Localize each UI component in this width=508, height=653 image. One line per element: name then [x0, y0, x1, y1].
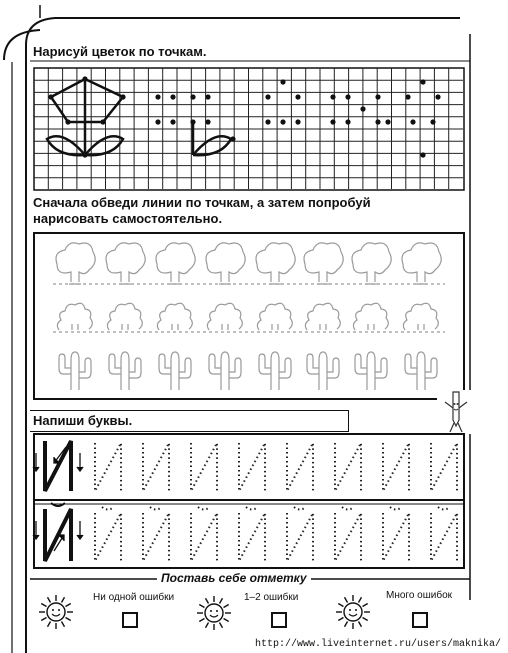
rating-title: Поставь себе отметку	[157, 571, 311, 585]
pencil-mascot-icon	[437, 390, 475, 434]
letter-short-i-row	[33, 503, 457, 561]
cactus-row	[59, 352, 437, 390]
bush-outline	[403, 303, 438, 330]
dot	[385, 119, 390, 124]
dot	[330, 119, 335, 124]
cactus-outline	[259, 352, 291, 390]
letter-i-row	[33, 439, 457, 495]
bush-outline	[207, 303, 242, 330]
letter-short-i-trace	[191, 507, 217, 561]
trace-heading: Сначала обведи линии по точкам, а затем попробуй нарисовать самостоятельно.	[33, 195, 371, 226]
sun-icon	[333, 592, 373, 632]
tree-outline	[206, 243, 245, 284]
flower-dot-grid	[33, 67, 465, 192]
rating-label-few-errors: 1–2 ошибки	[244, 592, 299, 603]
dot	[190, 119, 195, 124]
dot	[345, 119, 350, 124]
cactus-outline	[405, 352, 437, 390]
letter-i-trace	[431, 443, 457, 491]
dot	[155, 94, 160, 99]
rating-checkbox-many-errors[interactable]	[412, 612, 428, 628]
tree-outline	[402, 243, 441, 284]
dot	[100, 119, 105, 124]
tree-outline	[256, 243, 295, 284]
dot	[435, 94, 440, 99]
dot	[48, 94, 53, 99]
dot	[345, 94, 350, 99]
tree-row	[53, 243, 445, 284]
dot	[82, 152, 87, 157]
cactus-outline	[159, 352, 191, 390]
dot	[265, 119, 270, 124]
letter-short-i-trace	[143, 507, 169, 561]
letter-short-i-trace	[383, 507, 409, 561]
dot	[420, 79, 425, 84]
flower-heading: Нарисуй цветок по точкам.	[33, 44, 207, 59]
dot	[205, 119, 210, 124]
bush-outline	[57, 303, 92, 330]
dot	[295, 94, 300, 99]
letters-heading-box	[30, 410, 349, 432]
letters-heading: Напиши буквы.	[33, 413, 133, 428]
tree-outline	[106, 243, 145, 284]
dot	[120, 94, 125, 99]
tree-outline	[352, 243, 391, 284]
cactus-outline	[109, 352, 141, 390]
dot	[155, 119, 160, 124]
dot	[430, 119, 435, 124]
tree-outline	[156, 243, 195, 284]
rating-label-many-errors: Много ошибок	[386, 590, 453, 601]
dot	[280, 79, 285, 84]
sun-icon	[194, 593, 234, 633]
dot	[190, 94, 195, 99]
cactus-outline	[209, 352, 241, 390]
flower-partial-example	[193, 122, 231, 155]
letter-i-trace	[287, 443, 313, 491]
dot	[375, 94, 380, 99]
cactus-outline	[355, 352, 387, 390]
letter-short-i-trace	[287, 507, 313, 561]
bush-outline	[353, 303, 388, 330]
dot	[65, 119, 70, 124]
letter-short-i-trace	[95, 507, 121, 561]
dot	[230, 136, 235, 141]
bush-outline	[157, 303, 192, 330]
letter-i-trace	[383, 443, 409, 491]
dot	[330, 94, 335, 99]
tree-outline	[56, 243, 95, 284]
dot	[405, 94, 410, 99]
dot	[265, 94, 270, 99]
letter-i-trace	[95, 443, 121, 491]
dot	[295, 119, 300, 124]
rating-label-no-errors: Ни одной ошибки	[93, 592, 175, 603]
letter-short-i-trace	[239, 507, 265, 561]
dot	[205, 94, 210, 99]
flower-heading-underline	[30, 60, 470, 64]
dot	[420, 152, 425, 157]
dot	[360, 106, 365, 111]
bush-outline	[305, 303, 340, 330]
bush-row	[53, 303, 445, 332]
bush-outline	[257, 303, 292, 330]
dot	[280, 119, 285, 124]
letter-short-i-trace	[431, 507, 457, 561]
dot	[82, 76, 87, 81]
dot	[375, 119, 380, 124]
trace-shapes-panel	[33, 232, 465, 402]
dot	[410, 119, 415, 124]
letter-i-trace	[335, 443, 361, 491]
letter-i-trace	[143, 443, 169, 491]
letters-panel	[33, 433, 465, 571]
sun-icon	[36, 592, 76, 632]
letter-short-i-trace	[335, 507, 361, 561]
cactus-outline	[59, 352, 91, 390]
dot	[170, 119, 175, 124]
dot	[170, 94, 175, 99]
footer-url[interactable]: http://www.liveinternet.ru/users/maknika/	[255, 639, 502, 650]
cactus-outline	[307, 352, 339, 390]
rating-checkbox-no-errors[interactable]	[122, 612, 138, 628]
letter-i-trace	[239, 443, 265, 491]
letter-i-example	[45, 441, 71, 491]
letter-i-trace	[191, 443, 217, 491]
tree-outline	[304, 243, 343, 284]
rating-checkbox-few-errors[interactable]	[271, 612, 287, 628]
bush-outline	[107, 303, 142, 330]
